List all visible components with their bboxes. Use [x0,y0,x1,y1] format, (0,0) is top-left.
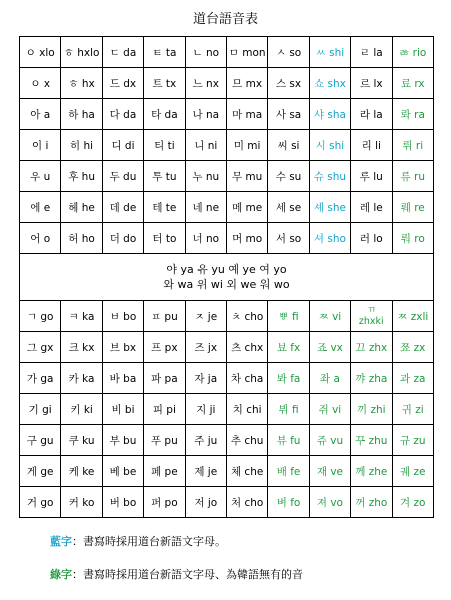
table-cell: 뤠 re [392,192,433,223]
table-cell: 무 mu [226,161,267,192]
table-cell: 리 li [351,130,392,161]
table-cell: 주 ju [185,425,226,456]
syllable-table [19,36,434,518]
table-cell: 이 i [20,130,61,161]
table-cell: ㄱ go [20,301,61,332]
table-cell: 겨 zo [392,487,433,518]
table-row [20,301,434,332]
table-cell: 헤 he [61,192,102,223]
vowel-cell [20,254,434,301]
table-cell: 나 na [185,99,226,130]
page-title: 道台語音表 [192,12,258,27]
table-cell: 마 ma [226,99,267,130]
table-row [20,99,434,130]
legend-blue-key: 藍字 [50,535,72,548]
table-cell: 서 so [268,223,309,254]
table-cell: 쿠 ku [61,425,102,456]
table-cell: ㅇ xlo [20,37,61,68]
table-cell: 하 ha [61,99,102,130]
table-cell: 므 mx [226,68,267,99]
table-cell: 피 pi [144,394,185,425]
table-cell: 라 la [351,99,392,130]
table-cell: 허 ho [61,223,102,254]
table-cell: 퍼 po [144,487,185,518]
table-cell: 후 hu [61,161,102,192]
table-row [20,161,434,192]
table-cell: 프 px [144,332,185,363]
table-row [20,456,434,487]
table-cell: 그 gx [20,332,61,363]
table-cell: ㅈ je [185,301,226,332]
table-cell: 두 du [102,161,143,192]
table-cell: 귀 zi [392,394,433,425]
table-cell: 시 shi [309,130,350,161]
table-cell: 케 ke [61,456,102,487]
table-cell: 쇼 shx [309,68,350,99]
table-cell: 츠 chx [226,332,267,363]
table-cell: 쬬 zx [392,332,433,363]
table-cell: 류 ru [392,161,433,192]
table-cell [351,301,392,332]
table-cell: 뷔 fi [268,394,309,425]
table-cell: 배 fe [268,456,309,487]
legend-green-text: ：書寫時採用道台新語文字母、為韓語無有的音 [72,568,303,581]
table-cell: 머 mo [226,223,267,254]
table-cell: 롸 ra [392,99,433,130]
table-cell: 게 ge [20,456,61,487]
table-cell: 죠 vx [309,332,350,363]
table-cell: ㄹ la [351,37,392,68]
table-cell: 거 go [20,487,61,518]
table-cell: 커 ko [61,487,102,518]
table-cell: 뤼 ri [392,130,433,161]
table-cell: 푸 pu [144,425,185,456]
table-cell: 부 bu [102,425,143,456]
table-cell: 께 zhe [351,456,392,487]
table-cell: 과 za [392,363,433,394]
table-cell: 끼 zhi [351,394,392,425]
table-cell: 뤄 ro [392,223,433,254]
table-cell: 메 me [226,192,267,223]
table-cell: 티 ti [144,130,185,161]
table-cell: 쥬 vu [309,425,350,456]
table-row [20,487,434,518]
legend-blue [50,533,226,549]
table-cell: 규 zu [392,425,433,456]
table-cell: 타 da [144,99,185,130]
table-cell: 니 ni [185,130,226,161]
table-cell: 레 le [351,192,392,223]
table-cell: 브 bx [102,332,143,363]
table-cell: 재 ve [309,456,350,487]
table-cell: 어 o [20,223,61,254]
table-cell: 꾸 zhu [351,425,392,456]
table-cell: 꺄 zha [351,363,392,394]
table-cell: 저 jo [185,487,226,518]
table-row [20,332,434,363]
table-cell: ㅁ mon [226,37,267,68]
table-cell: ㅎ hx [61,68,102,99]
table-cell: 샤 sha [309,99,350,130]
table-cell: 끄 zhx [351,332,392,363]
table-cell: 지 ji [185,394,226,425]
table-cell: 봐 fa [268,363,309,394]
table-cell: 파 pa [144,363,185,394]
table-cell: 바 ba [102,363,143,394]
table-cell: 느 nx [185,68,226,99]
table-cell: 기 gi [20,394,61,425]
table-cell: 에 e [20,192,61,223]
table-cell: 버 bo [102,487,143,518]
table-cell: 네 ne [185,192,226,223]
table-cell: 다 da [102,99,143,130]
legend-blue-text: ：書寫時採用道台新語文字母。 [72,535,226,548]
table-cell: 페 pe [144,456,185,487]
table-row [20,363,434,394]
table-cell: 베 be [102,456,143,487]
legend-green [50,566,303,582]
table-cell: ㅊ cho [226,301,267,332]
table-cell: 테 te [144,192,185,223]
table-cell: 루 lu [351,161,392,192]
table-cell: 디 di [102,130,143,161]
table-cell: 우 u [20,161,61,192]
vowel-line-1: 야 ya 유 yu 예 ye 여 yo [166,263,287,276]
table-cell: 벼 fo [268,487,309,518]
table-cell: ㅌ ta [144,37,185,68]
table-cell: ㅀ rio [392,37,433,68]
table-cell: 차 cha [226,363,267,394]
table-cell: 져 vo [309,487,350,518]
table-cell: ㄷ da [102,37,143,68]
table-cell: 러 lo [351,223,392,254]
table-cell: 슈 shu [309,161,350,192]
table-cell: 뷰 fu [268,425,309,456]
table-cell-text: ㄲ [366,305,376,316]
table-cell: 셰 she [309,192,350,223]
table-cell-text: zhxki [358,316,384,327]
table-cell: 트 tx [144,68,185,99]
table-cell: 비 bi [102,394,143,425]
table-cell: 꺼 zho [351,487,392,518]
table-cell: 제 je [185,456,226,487]
table-cell: 드 dx [102,68,143,99]
legend-green-key: 綠字 [50,568,72,581]
table-cell: ㅆ shi [309,37,350,68]
table-cell: ㅉ vi [309,301,350,332]
table-cell: 세 se [268,192,309,223]
table-cell: ㅂ bo [102,301,143,332]
table-cell: 궤 ze [392,456,433,487]
table-row [20,425,434,456]
table-cell: 쥐 vi [309,394,350,425]
table-cell: 수 su [268,161,309,192]
table-cell: ㅍ pu [144,301,185,332]
table-cell: 추 chu [226,425,267,456]
table-row [20,254,434,301]
table-cell: 데 de [102,192,143,223]
table-row [20,37,434,68]
table-cell: 즈 jx [185,332,226,363]
table-cell: 구 gu [20,425,61,456]
table-row [20,394,434,425]
table-cell: ㅅ so [268,37,309,68]
table-cell: 히 hi [61,130,102,161]
table-cell: ㅹ fi [268,301,309,332]
table-cell: 투 tu [144,161,185,192]
table-cell: 뵤 fx [268,332,309,363]
table-cell: 더 do [102,223,143,254]
table-cell: 셔 sho [309,223,350,254]
table-cell: 가 ga [20,363,61,394]
table-cell: 르 lx [351,68,392,99]
table-row [20,192,434,223]
table-cell: 료 rx [392,68,433,99]
table-cell: 미 mi [226,130,267,161]
table-cell: 치 chi [226,394,267,425]
table-cell: 씨 si [268,130,309,161]
table-cell: ㄴ no [185,37,226,68]
table-row [20,223,434,254]
table-cell: 키 ki [61,394,102,425]
table-cell: 좌 a [309,363,350,394]
table-cell: 너 no [185,223,226,254]
table-cell: ㅋ ka [61,301,102,332]
table-cell: 체 che [226,456,267,487]
vowel-line-2: 와 wa 위 wi 외 we 워 wo [163,278,290,291]
table-row [20,68,434,99]
table-cell: ㅉ zxli [392,301,433,332]
table-cell: 터 to [144,223,185,254]
table-cell: 크 kx [61,332,102,363]
table-cell: ㅎ hxlo [61,37,102,68]
table-row [20,130,434,161]
table-cell: 카 ka [61,363,102,394]
table-cell: 스 sx [268,68,309,99]
table-cell: 사 sa [268,99,309,130]
table-cell: 누 nu [185,161,226,192]
table-cell: 아 a [20,99,61,130]
table-cell: ㅇ x [20,68,61,99]
table-cell: 자 ja [185,363,226,394]
table-cell: 처 cho [226,487,267,518]
